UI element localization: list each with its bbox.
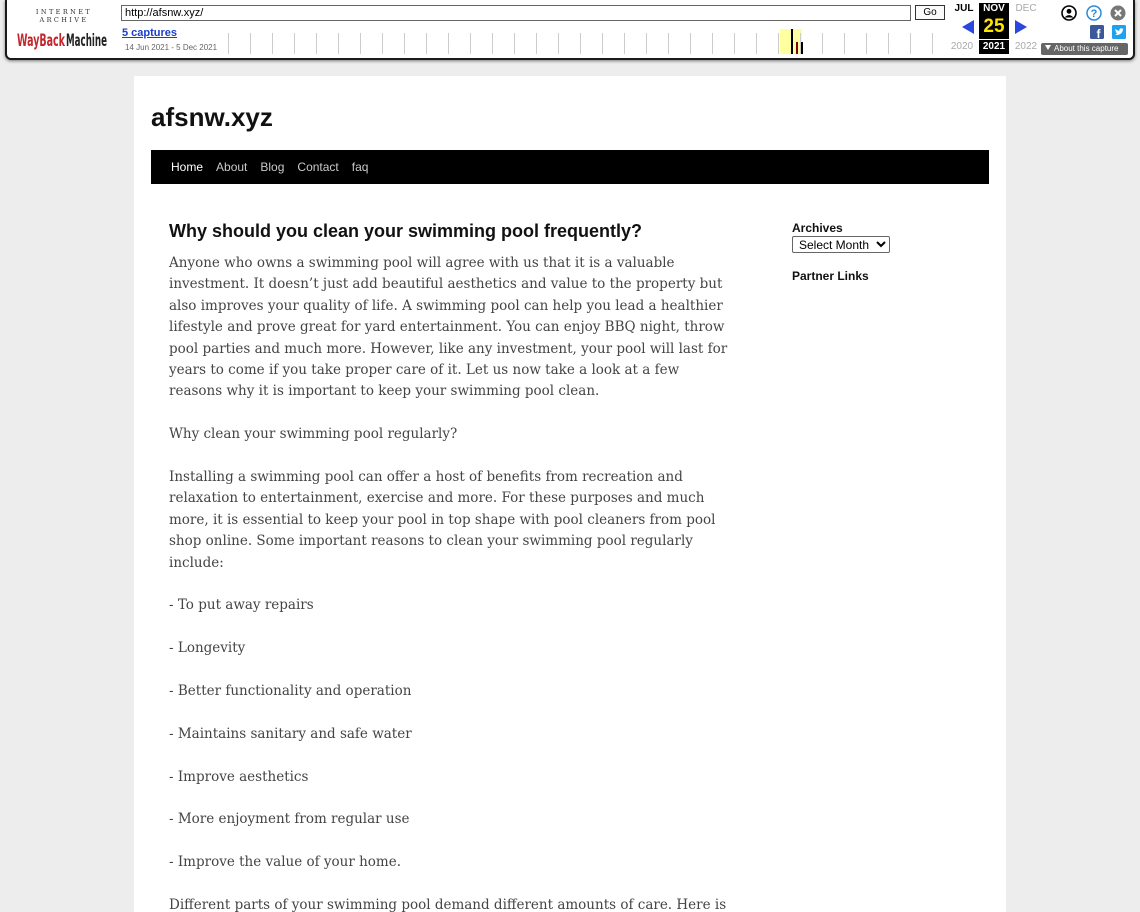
next-year-label: 2022 (1014, 41, 1038, 52)
help-icon[interactable] (1086, 5, 1102, 21)
current-month-label: NOV (979, 3, 1009, 15)
nav-faq[interactable]: faq (351, 160, 369, 174)
sparkline-tick (470, 33, 471, 54)
twitter-share-icon[interactable] (1112, 25, 1126, 39)
sidebar (792, 221, 972, 284)
wayback-toolbar (5, 0, 1135, 60)
sparkline-tick (492, 33, 493, 54)
sparkline-tick (316, 33, 317, 54)
captures-link[interactable]: 5 captures (122, 27, 178, 39)
sparkline-tick (712, 33, 713, 54)
post-list-item: - Maintains sanitary and safe water (169, 725, 412, 742)
post-list-item: - Longevity (169, 640, 246, 657)
post-list-item: - Improve aesthetics (169, 768, 309, 785)
capture-range: 14 Jun 2021 - 5 Dec 2021 (125, 43, 218, 52)
sparkline-tick (514, 33, 515, 54)
sparkline-tick (294, 33, 295, 54)
svg-text:f: f (1096, 27, 1101, 39)
sparkline-tick (690, 33, 691, 54)
capture-sparkline[interactable] (220, 29, 946, 54)
sparkline-tick (866, 33, 867, 54)
post-paragraph: Anyone who owns a swimming pool will agree with us that it is a valuable investment. It doesn’t just add beautiful aesthetics and value to the property but also improves your quality of life. A swimming pool can help you lead a healthier lifestyle and prove great for yard entertainment. You can enjoy BBQ night, throw pool parties and much more. However, like any investment, your pool will last for years to come if you take proper care of it. Let us now take a look at a few reasons why it is important to keep your swimming pool clean. (169, 255, 728, 400)
post-list-item: - Better functionality and operation (169, 683, 412, 700)
sparkline-tick (448, 33, 449, 54)
prev-month-label[interactable]: JUL (954, 3, 974, 14)
current-year-label: 2021 (979, 40, 1009, 54)
sparkline-tick (668, 33, 669, 54)
capture-bar (791, 29, 793, 54)
sparkline-tick (734, 33, 735, 54)
wayback-machine-logo-mark (16, 26, 108, 52)
sparkline-tick (888, 33, 889, 54)
nav-contact[interactable]: Contact (297, 160, 339, 174)
post-subheading: Why clean your swimming pool regularly? (169, 426, 458, 443)
sparkline-tick (756, 33, 757, 54)
sparkline-tick (228, 33, 229, 54)
sparkline-tick (404, 33, 405, 54)
svg-text:Machine: Machine (66, 31, 107, 51)
sparkline-tick (844, 33, 845, 54)
current-day: 25 (979, 15, 1009, 39)
sparkline-tick (932, 33, 933, 54)
site-title[interactable]: afsnw.xyz (151, 102, 273, 132)
svg-text:?: ? (1090, 8, 1098, 20)
archives-heading: Archives (792, 221, 843, 235)
sparkline-tick (646, 33, 647, 54)
next-month-label: DEC (1015, 3, 1037, 14)
sparkline-tick (536, 33, 537, 54)
nav-about[interactable]: About (216, 160, 248, 174)
user-account-icon[interactable] (1061, 5, 1077, 21)
nav-blog[interactable]: Blog (260, 160, 285, 174)
svg-text:WayBack: WayBack (17, 31, 66, 51)
sparkline-tick (822, 33, 823, 54)
dropdown-triangle-icon (1045, 45, 1051, 50)
post-paragraph: Installing a swimming pool can offer a host of benefits from recreation and relaxation to entertainment, exercise and more. For these purposes and much more, it is essential to keep your pool in top shape with pool cleaners from pool shop online. Some important reasons to clean your swimming pool regularly include: (169, 469, 716, 571)
sparkline-tick (382, 33, 383, 54)
sparkline-tick (338, 33, 339, 54)
wayback-logo[interactable] (16, 8, 112, 51)
facebook-share-icon[interactable] (1090, 25, 1104, 39)
sparkline-tick (602, 33, 603, 54)
prev-capture-arrow-icon[interactable] (962, 20, 974, 34)
sparkline-tick (778, 33, 779, 54)
internet-archive-label: INTERNET ARCHIVE (35, 8, 93, 24)
sparkline-tick (910, 33, 911, 54)
about-capture-label: About this capture (1054, 44, 1119, 53)
post-list-item: - Improve the value of your home. (169, 854, 401, 871)
sparkline-tick (580, 33, 581, 54)
close-icon[interactable] (1110, 5, 1126, 21)
capture-bar (796, 42, 798, 54)
partner-links-heading: Partner Links (792, 269, 869, 283)
main-nav (151, 150, 989, 184)
nav-home[interactable]: Home (171, 160, 204, 174)
capture-bar (801, 42, 803, 54)
archives-month-select[interactable] (792, 236, 890, 253)
sparkline-tick (250, 33, 251, 54)
sparkline-tick (624, 33, 625, 54)
prev-year-label: 2020 (950, 41, 974, 52)
sparkline-tick (426, 33, 427, 54)
next-capture-arrow-icon[interactable] (1015, 20, 1027, 34)
sparkline-tick (360, 33, 361, 54)
post-article (169, 221, 734, 912)
post-paragraph: Different parts of your swimming pool demand different amounts of care. Here is (169, 897, 727, 912)
about-capture-button[interactable] (1041, 43, 1128, 55)
sparkline-tick (558, 33, 559, 54)
post-list-item: - More enjoyment from regular use (169, 811, 410, 828)
post-list-item: - To put away repairs (169, 597, 314, 614)
wayback-url-input[interactable] (121, 5, 911, 21)
sparkline-tick (272, 33, 273, 54)
page-container (134, 76, 1006, 912)
go-button[interactable]: Go (915, 5, 945, 20)
post-title: Why should you clean your swimming pool frequently? (169, 221, 643, 241)
